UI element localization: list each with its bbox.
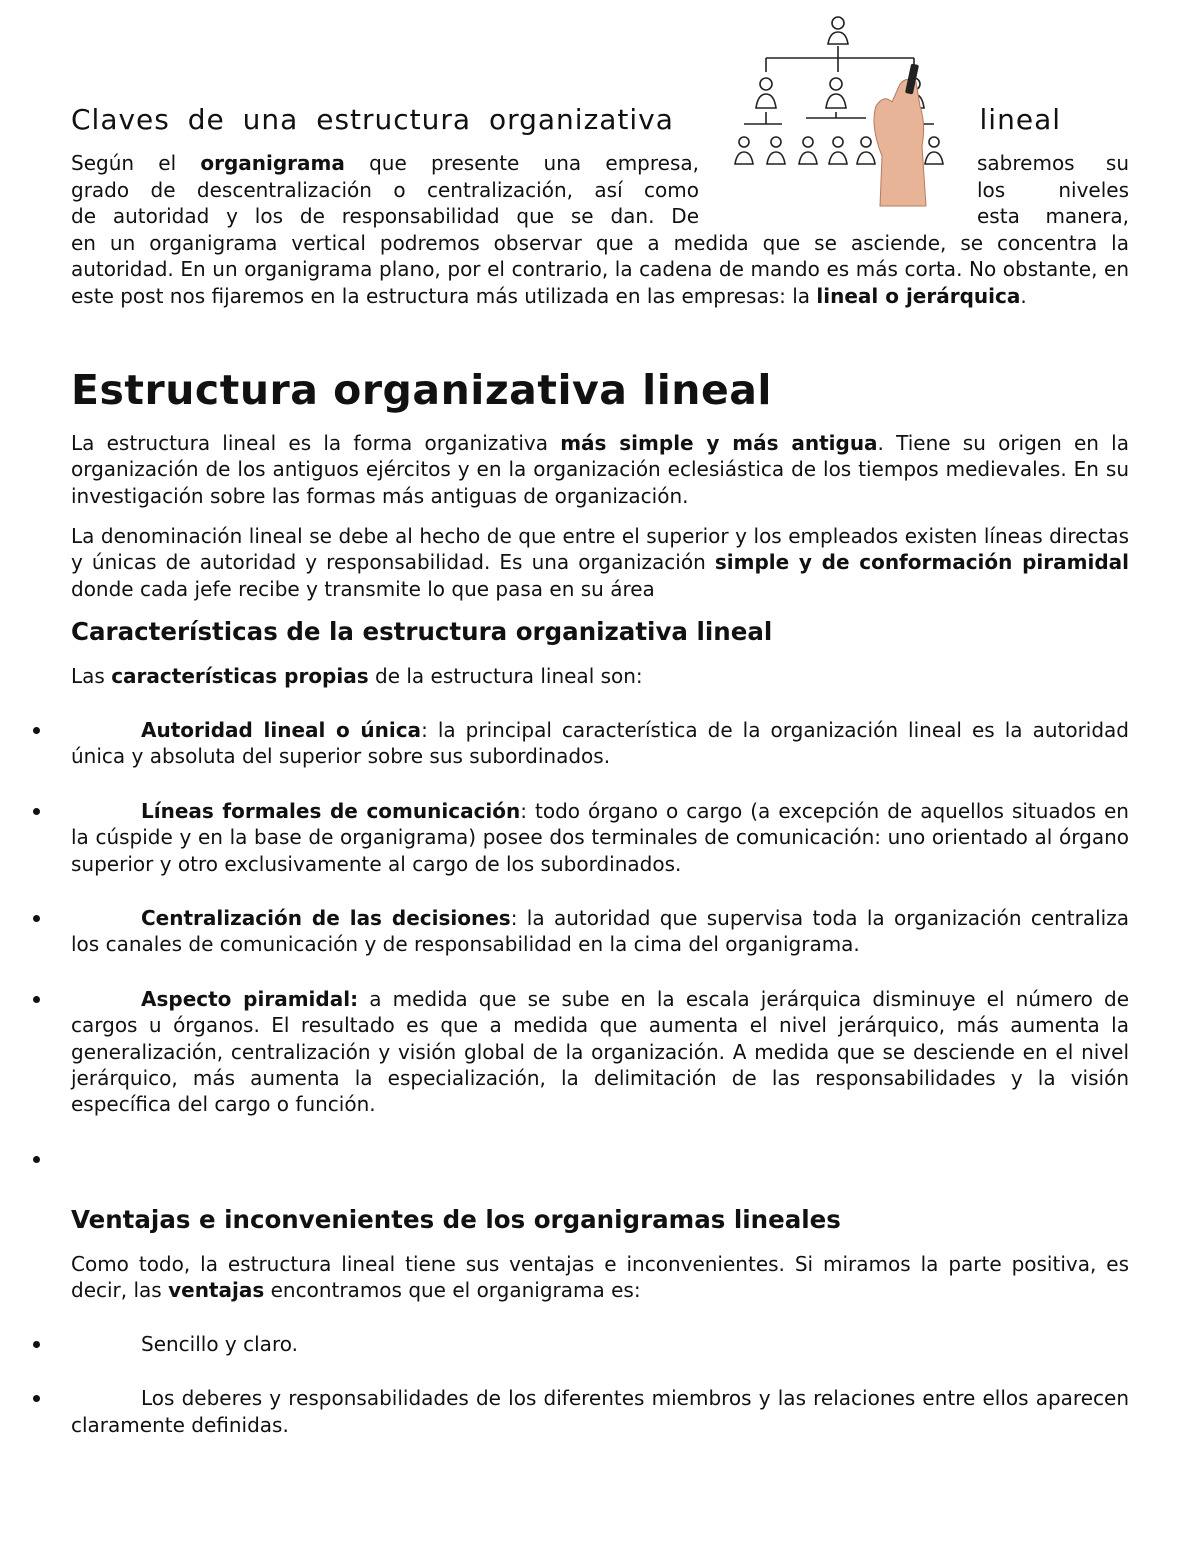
s1p2-a: La denominación lineal se debe al hecho de que entre el superior y los empleados existen líneas directas y únicas de autoridad y responsabilidad. Es una organización [71, 524, 1129, 575]
bullet-icon [33, 1395, 40, 1402]
bullet-icon [33, 996, 40, 1003]
bullet-icon [33, 727, 40, 734]
item-bold: Autoridad lineal o única [141, 718, 422, 742]
s1p2-b: simple y de conformación piramidal [714, 550, 1129, 575]
s2-intro-a: Las [71, 664, 112, 688]
intro-line2-right: los niveles [977, 177, 1129, 202]
list-item [71, 1331, 1129, 1357]
item-bold: Aspecto piramidal: [141, 986, 359, 1011]
intro-line3-right: esta manera, [977, 204, 1129, 228]
s1p2-c: donde cada jefe recibe y transmite lo que pasa en su área [71, 576, 655, 601]
s1p1-c: . Tiene su origen en la organización de los antiguos ejércitos y en la organización eclesiástica de los tiempos medievales. En su investigación sobre las formas más antiguas de organización. [71, 431, 1129, 508]
s2-intro-c: de la estructura lineal son: [368, 664, 643, 688]
list-item [71, 798, 1129, 877]
s1p1-a: La estructura lineal es la forma organizativa [71, 431, 561, 455]
intro-paragraph [71, 150, 1129, 309]
item-text: Los deberes y responsabilidades de los diferentes miembros y las relaciones entre ellos aparecen claramente definidas. [71, 1386, 1129, 1437]
section2-heading: Características de la estructura organizativa lineal [71, 617, 773, 646]
section1-paragraph1 [71, 430, 1129, 509]
intro-line1-pre: Según el [71, 151, 201, 175]
item-text: a medida que se sube en la escala jerárquica disminuye el número de cargos u órganos. El resultado es que a medida que aumenta el nivel jerárquico, más aumenta la generalización, centralización y visión global de la organización. A medida que se desciende en el nivel jerárquico, más aumenta la especialización, la delimitación de las responsabilidades y la visión específica del cargo o función. [71, 986, 1129, 1117]
intro-title [71, 100, 1129, 140]
intro-line1-bold: organigrama [200, 151, 345, 175]
intro-line2-left: grado de descentralización o centralización, así como [71, 177, 699, 202]
intro-line1-right: sabremos su [977, 151, 1129, 175]
item-bold: Líneas formales de comunicación [141, 798, 521, 823]
section3-paragraph [71, 1251, 1129, 1304]
item-text: : todo órgano o cargo (a excepción de aquellos situados en la cúspide y en la base de organigrama) posee dos terminales de comunicación: uno orientado al órgano superior y otro exclusivamente al cargo de los subordinados. [71, 798, 1129, 876]
intro-line1-post: que presente una empresa, [344, 151, 699, 175]
item-text: : la principal característica de la organización lineal es la autoridad única y absoluta del superior sobre sus subordinados. [71, 718, 1130, 769]
intro-rest: en un organigrama vertical podremos observar que a medida que se asciende, se concentra la autoridad. En un organigrama plano, por el contrario, la cadena de mando es más corta. No obstante, en este post nos fijaremos en la estructura más utilizada en las empresas: la [71, 230, 1129, 308]
item-text: Sencillo y claro. [141, 1332, 298, 1356]
intro-rest-bold: lineal o jerárquica [816, 283, 1021, 308]
section2-intro [71, 663, 1129, 689]
intro-line3-left: de autoridad y los de responsabilidad que se dan. De [71, 204, 699, 228]
list-item [71, 1385, 1129, 1438]
section1-paragraph2 [71, 523, 1129, 602]
s3-p-a: Como todo, la estructura lineal tiene sus ventajas e inconvenientes. Si miramos la parte positiva, es decir, las [71, 1252, 1129, 1303]
list-item [71, 986, 1129, 1118]
item-text: : la autoridad que supervisa toda la organización centraliza los canales de comunicación y de responsabilidad en la cima del organigrama. [71, 906, 1129, 957]
bullet-icon [33, 1341, 40, 1348]
section1-heading: Estructura organizativa lineal [71, 366, 772, 414]
s3-p-c: encontramos que el organigrama es: [264, 1278, 641, 1303]
intro-title-right: lineal [979, 103, 1061, 136]
characteristics-list [71, 717, 1129, 1172]
bullet-icon [33, 1156, 40, 1163]
section3-heading: Ventajas e inconvenientes de los organigramas lineales [71, 1205, 841, 1234]
list-item [71, 905, 1129, 958]
s3-p-b: ventajas [168, 1278, 265, 1303]
advantages-list [71, 1331, 1129, 1438]
bullet-icon [33, 915, 40, 922]
list-item-empty [71, 1146, 1129, 1172]
bullet-icon [33, 808, 40, 815]
item-bold: Centralización de las decisiones [141, 906, 511, 931]
list-item [71, 717, 1129, 770]
intro-title-left: Claves de una estructura organizativa [71, 103, 674, 136]
s2-intro-b: características propias [111, 664, 369, 688]
s1p1-b: más simple y más antigua [560, 431, 878, 455]
intro-rest-end: . [1020, 283, 1027, 308]
